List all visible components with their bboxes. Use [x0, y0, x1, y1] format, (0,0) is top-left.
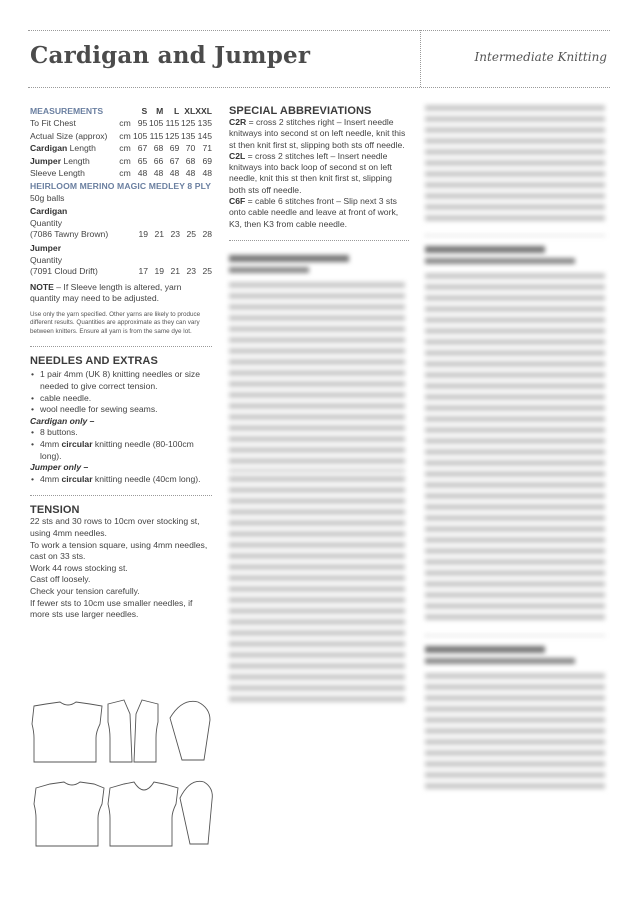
row-unit: cm: [119, 168, 131, 179]
header-divider: [420, 30, 421, 87]
section-rule: [229, 240, 409, 241]
cell: 115: [149, 130, 164, 141]
tension-line: Check your tension carefully.: [30, 585, 140, 596]
cardigan-extras-list: [30, 427, 212, 462]
cell: 65: [137, 155, 148, 166]
cell: 125: [180, 118, 196, 128]
yarn-cardigan-colour: (7086 Tawny Brown): [30, 229, 109, 240]
yarn-cardigan-row: [30, 229, 212, 241]
abbreviation-c2r: C2R = cross 2 stitches right – Insert needle knitways into second st on left needle, knit this st then knit first st, slipping both sts off needle.: [229, 117, 406, 150]
cell: 71: [202, 143, 212, 154]
cell: 25: [202, 266, 212, 277]
cell: 48: [202, 168, 212, 179]
cell: 28: [202, 229, 212, 240]
blurred-instructions-middle: [229, 255, 409, 706]
tension-line: Work 44 rows stocking st.: [30, 562, 128, 573]
list-item: • cable needle.: [30, 393, 212, 405]
cardigan-only-label: Cardigan only –: [30, 415, 95, 426]
row-label: Jumper Length: [30, 155, 90, 166]
yarn-note: NOTE – If Sleeve length is altered, yarn quantity may need to be adjusted.: [30, 281, 182, 304]
list-item: • 4mm circular knitting needle (40cm long).: [30, 474, 212, 486]
table-row: [30, 142, 212, 155]
table-row: [30, 155, 212, 168]
yarn-jumper-title: Jumper: [30, 242, 62, 253]
cell: 21: [170, 266, 180, 277]
measurements-header-row: [30, 105, 212, 117]
tension-line: If fewer sts to 10cm use smaller needles, if more sts use larger needles.: [30, 597, 193, 620]
cell: 17: [138, 266, 148, 277]
cell: 105: [148, 118, 164, 128]
cell: 145: [197, 130, 212, 141]
tension-line: Cast off loosely.: [30, 574, 91, 585]
header-rule: [28, 87, 610, 88]
yarn-cardigan-quantity-label: Quantity: [30, 217, 63, 228]
size-xl: XL: [184, 106, 196, 116]
cell: 68: [185, 155, 196, 166]
cell: 25: [186, 229, 196, 240]
measurements-heading: MEASUREMENTS: [30, 106, 104, 116]
blurred-instructions-right: [425, 105, 607, 793]
cardigan-right-front-shape: [134, 700, 158, 762]
row-unit: cm: [119, 155, 131, 166]
skill-level: Intermediate Knitting: [474, 50, 607, 64]
yarn-balls: 50g balls: [30, 192, 65, 203]
list-item: • 8 buttons.: [30, 427, 212, 439]
size-l: L: [174, 106, 180, 116]
cell: 21: [154, 229, 164, 240]
row-label: Sleeve Length: [30, 168, 85, 179]
abbreviation-c6f: C6F = cable 6 stitches front – Slip next 3 sts onto cable needle and leave at front of work, K3, then K3 from cable needle.: [229, 196, 399, 229]
jumper-only-label: Jumper only –: [30, 462, 89, 473]
cell: 115: [165, 118, 180, 128]
cell: 48: [185, 168, 196, 179]
row-label: Actual Size (approx): [30, 130, 108, 141]
row-unit: cm: [119, 130, 131, 141]
cell: 19: [138, 229, 148, 240]
abbreviation-c2l: C2L = cross 2 stitches left – Insert needle knitways into back loop of second st on left needle, knit this st then knit first st, slipping both sts off needle.: [229, 150, 392, 195]
row-label: To Fit Chest: [30, 118, 76, 128]
row-label: Cardigan Length: [30, 143, 96, 154]
cell: 135: [197, 118, 212, 128]
cell: 125: [164, 130, 180, 141]
needles-list: [30, 369, 212, 415]
yarn-jumper-quantity-label: Quantity: [30, 254, 63, 265]
section-rule: [30, 346, 212, 347]
cell: 48: [137, 168, 148, 179]
cell: 69: [169, 143, 180, 154]
cardigan-left-front-shape: [108, 700, 132, 762]
yarn-heading: HEIRLOOM MERINO MAGIC MEDLEY 8 PLY: [30, 180, 212, 191]
yarn-jumper-colour: (7091 Cloud Drift): [30, 266, 98, 277]
cell: 23: [170, 229, 180, 240]
cell: 48: [169, 168, 180, 179]
jumper-front-shape: [108, 782, 178, 846]
yarn-small-print: Use only the yarn specified. Other yarns are likely to produce different results. Quantities are approximate as they can vary between knitters. Ensure all yarn is from the same dye lot.: [30, 310, 201, 335]
cell: 67: [137, 143, 148, 154]
size-m: M: [156, 106, 164, 116]
column-right: [425, 105, 607, 793]
cell: 70: [185, 143, 196, 154]
jumper-back-shape: [34, 782, 104, 846]
page-title: Cardigan and Jumper: [30, 42, 311, 69]
needles-heading: NEEDLES AND EXTRAS: [30, 355, 158, 368]
column-left: [30, 105, 212, 621]
tension-heading: TENSION: [30, 504, 80, 517]
cell: 67: [169, 155, 180, 166]
size-s: S: [141, 106, 148, 116]
cell: 66: [153, 155, 164, 166]
size-xxl: XXL: [195, 106, 212, 116]
section-rule: [30, 495, 212, 496]
sleeve-shape-top: [170, 701, 210, 760]
cell: 135: [180, 130, 196, 141]
list-item: • wool needle for sewing seams.: [30, 404, 212, 416]
list-item: • 1 pair 4mm (UK 8) knitting needles or size needed to give correct tension.: [30, 369, 212, 392]
list-item: • 4mm circular knitting needle (80-100cm long).: [30, 439, 212, 462]
tension-line: 22 sts and 30 rows to 10cm over stocking st, using 4mm needles.: [30, 516, 200, 538]
cell: 69: [202, 155, 212, 166]
tension-line: To work a tension square, using 4mm needles, cast on 33 sts.: [30, 539, 208, 562]
cell: 48: [153, 168, 164, 179]
row-unit: cm: [119, 118, 131, 128]
sleeve-shape-bottom: [180, 781, 212, 844]
table-row: [30, 167, 212, 180]
cell: 105: [132, 130, 148, 141]
cell: 23: [186, 266, 196, 277]
column-middle: [229, 105, 409, 706]
yarn-jumper-row: [30, 266, 212, 278]
jumper-extras-list: [30, 474, 212, 486]
measurements-table: [30, 105, 212, 180]
row-unit: cm: [119, 143, 131, 154]
table-row: [30, 117, 212, 130]
yarn-cardigan-title: Cardigan: [30, 206, 68, 217]
top-rule: [28, 30, 610, 31]
cell: 19: [154, 266, 164, 277]
abbreviations-heading: SPECIAL ABBREVIATIONS: [229, 105, 372, 117]
cell: 95: [137, 118, 148, 128]
table-row: [30, 130, 212, 143]
garment-schematic: [30, 694, 215, 864]
cardigan-back-shape: [32, 702, 102, 762]
cell: 68: [153, 143, 164, 154]
